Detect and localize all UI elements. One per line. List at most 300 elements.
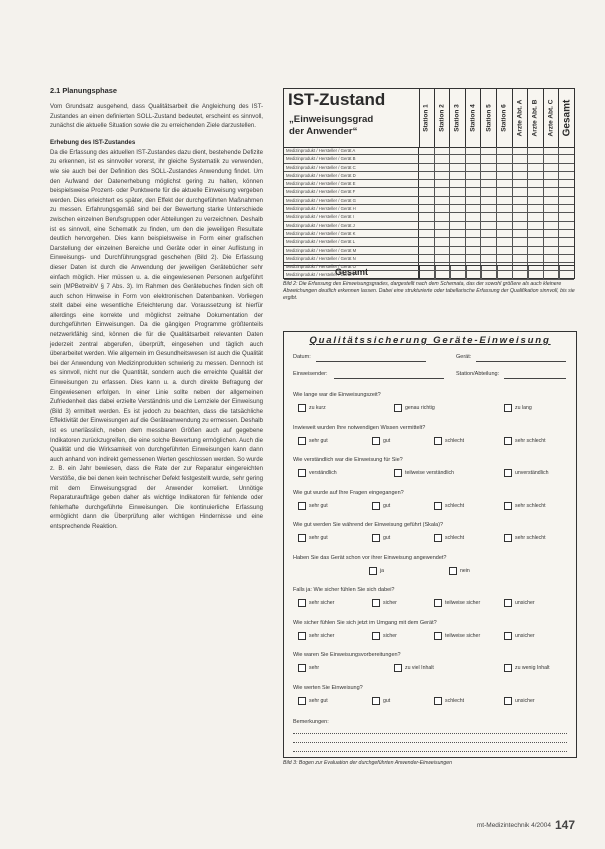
ist-cell[interactable]	[559, 172, 574, 179]
ist-total-cell[interactable]	[420, 266, 436, 279]
einweisender-label: Einweisender:	[293, 371, 328, 377]
ist-cell[interactable]	[497, 213, 513, 220]
left-text-column	[50, 86, 263, 532]
checkbox[interactable]	[504, 404, 512, 412]
ist-cell[interactable]	[481, 180, 497, 187]
ist-cell[interactable]	[544, 247, 560, 254]
answer-option[interactable]	[434, 599, 480, 607]
ist-column-label: Arzte Abt. B	[531, 99, 539, 137]
ist-cell[interactable]	[528, 205, 544, 212]
datum-line[interactable]	[316, 361, 426, 362]
ist-column-label: Station 3	[453, 104, 461, 132]
checkbox[interactable]	[449, 567, 457, 575]
ist-cell[interactable]	[544, 205, 560, 212]
ist-cell[interactable]	[419, 222, 435, 229]
ist-cell[interactable]	[559, 238, 574, 245]
ist-cell[interactable]	[528, 164, 544, 171]
ist-cell[interactable]	[419, 155, 435, 162]
ist-zustand-table	[283, 88, 575, 279]
ist-cell[interactable]	[466, 164, 482, 171]
checkbox[interactable]	[372, 437, 380, 445]
geraet-line[interactable]	[476, 361, 566, 362]
checkbox[interactable]	[504, 632, 512, 640]
ist-cell[interactable]	[481, 222, 497, 229]
checkbox[interactable]	[298, 534, 306, 542]
ist-cell[interactable]	[450, 197, 466, 204]
ist-cell[interactable]	[513, 188, 529, 195]
ist-cell[interactable]	[544, 222, 560, 229]
ist-cell[interactable]	[513, 247, 529, 254]
answer-option[interactable]	[298, 664, 319, 672]
ist-cell[interactable]	[450, 222, 466, 229]
checkbox[interactable]	[434, 502, 442, 510]
answer-option-label: sicher	[383, 632, 397, 639]
ist-cell[interactable]	[435, 164, 451, 171]
ist-cell[interactable]	[528, 155, 544, 162]
ist-column-label: Station 4	[469, 104, 477, 132]
ist-column-header	[497, 89, 513, 147]
answer-option[interactable]	[298, 404, 326, 412]
ist-cell[interactable]	[481, 147, 497, 154]
checkbox[interactable]	[298, 437, 306, 445]
ist-cell[interactable]	[450, 238, 466, 245]
ist-column-label: Station 1	[422, 104, 430, 132]
ist-cell[interactable]	[513, 255, 529, 262]
remarks-line-2[interactable]	[293, 742, 567, 743]
ist-total-cell[interactable]	[436, 266, 452, 279]
journal-name: mt-Medizintechnik 4/2004	[476, 821, 551, 829]
ist-row-label: Medizinprodukt / Hersteller / Gerät B	[284, 155, 419, 162]
answer-option[interactable]	[449, 567, 470, 575]
ist-cell[interactable]	[528, 172, 544, 179]
ist-cell[interactable]	[559, 180, 574, 187]
question-text: Wie verständlich war die Einweisung für Sie?	[293, 457, 403, 463]
ist-cell[interactable]	[513, 155, 529, 162]
checkbox[interactable]	[504, 534, 512, 542]
ist-cell[interactable]	[435, 230, 451, 237]
answer-option[interactable]	[372, 502, 390, 510]
ist-column-label: Station 2	[438, 104, 446, 132]
ist-cell[interactable]	[544, 255, 560, 262]
ist-cell[interactable]	[544, 155, 560, 162]
answer-option-label: sehr sicher	[309, 632, 335, 639]
question-text: Wie gut werden Sie während der Einweisung geführt (Skala)?	[293, 522, 444, 528]
ist-cell[interactable]	[559, 213, 574, 220]
remarks-line-3[interactable]	[293, 751, 567, 752]
answer-option-label: sehr gut	[309, 437, 328, 444]
ist-cell[interactable]	[559, 188, 574, 195]
answer-option-label: verständlich	[309, 470, 337, 476]
geraet-label: Gerät:	[456, 354, 472, 360]
ist-column-label: Arzte Abt. C	[547, 99, 555, 137]
questionnaire-form	[283, 331, 577, 758]
answer-option-label: sehr schlecht	[515, 437, 546, 444]
ist-cell[interactable]	[435, 155, 451, 162]
ist-cell[interactable]	[466, 247, 482, 254]
ist-cell[interactable]	[497, 180, 513, 187]
ist-cell[interactable]	[466, 180, 482, 187]
ist-cell[interactable]	[528, 230, 544, 237]
ist-cell[interactable]	[528, 222, 544, 229]
ist-column-headers	[419, 89, 574, 148]
ist-cell[interactable]	[419, 205, 435, 212]
subheading: Erhebung des IST-Zustandes	[50, 138, 136, 146]
checkbox[interactable]	[298, 404, 306, 412]
ist-cell[interactable]	[466, 155, 482, 162]
ist-cell[interactable]	[466, 230, 482, 237]
answer-option[interactable]	[434, 697, 464, 705]
ist-cell[interactable]	[481, 164, 497, 171]
ist-cell[interactable]	[466, 213, 482, 220]
ist-cell[interactable]	[544, 164, 560, 171]
ist-cell[interactable]	[497, 255, 513, 262]
ist-row-label: Medizinprodukt / Hersteller / Gerät E	[284, 180, 419, 187]
ist-cell[interactable]	[419, 213, 435, 220]
ist-cell[interactable]	[419, 164, 435, 171]
ist-cell[interactable]	[435, 180, 451, 187]
ist-cell[interactable]	[450, 155, 466, 162]
ist-cell[interactable]	[419, 238, 435, 245]
ist-cell[interactable]	[435, 238, 451, 245]
ist-column-label: Arzte Abt. A	[516, 99, 524, 137]
ist-cell[interactable]	[528, 247, 544, 254]
ist-cell[interactable]	[559, 147, 574, 154]
ist-cell[interactable]	[435, 255, 451, 262]
ist-column-header	[544, 89, 560, 147]
answer-option[interactable]	[298, 697, 328, 705]
checkbox[interactable]	[369, 567, 377, 575]
checkbox[interactable]	[504, 469, 512, 477]
ist-cell[interactable]	[528, 188, 544, 195]
ist-cell[interactable]	[497, 238, 513, 245]
answer-option-label: sehr schlecht	[515, 502, 546, 509]
ist-cell[interactable]	[450, 147, 466, 154]
checkbox[interactable]	[434, 437, 442, 445]
checkbox[interactable]	[298, 502, 306, 510]
ist-table-row	[284, 155, 574, 163]
ist-row-label: Medizinprodukt / Hersteller / Gerät O	[284, 263, 419, 270]
datum-label: Datum:	[293, 354, 311, 360]
checkbox[interactable]	[434, 632, 442, 640]
checkbox[interactable]	[504, 437, 512, 445]
ist-cell[interactable]	[481, 188, 497, 195]
ist-cell[interactable]	[497, 155, 513, 162]
answer-option-label: zu wenig Inhalt	[515, 665, 550, 671]
answer-option[interactable]	[298, 469, 337, 477]
answer-option[interactable]	[372, 599, 397, 607]
ist-cell[interactable]	[497, 247, 513, 254]
answer-option[interactable]	[434, 502, 464, 510]
ist-cell[interactable]	[497, 164, 513, 171]
checkbox[interactable]	[372, 534, 380, 542]
answer-option[interactable]	[298, 502, 328, 510]
ist-subtitle-line1: „Einweisungsgrad	[289, 114, 374, 125]
checkbox[interactable]	[504, 664, 512, 672]
ist-cell[interactable]	[481, 230, 497, 237]
checkbox[interactable]	[298, 632, 306, 640]
ist-cell[interactable]	[528, 255, 544, 262]
ist-cell[interactable]	[419, 255, 435, 262]
answer-option[interactable]	[372, 534, 390, 542]
checkbox[interactable]	[504, 697, 512, 705]
ist-cell[interactable]	[435, 213, 451, 220]
checkbox[interactable]	[298, 697, 306, 705]
ist-cell[interactable]	[559, 164, 574, 171]
answer-option[interactable]	[394, 404, 435, 412]
ist-cell[interactable]	[544, 213, 560, 220]
ist-cell[interactable]	[559, 155, 574, 162]
answer-option[interactable]	[298, 599, 334, 607]
ist-cell[interactable]	[435, 197, 451, 204]
ist-column-header	[419, 89, 435, 147]
answer-option-label: teilweise verständlich	[405, 470, 455, 476]
answer-option[interactable]	[372, 697, 390, 705]
answer-option[interactable]	[504, 632, 535, 640]
ist-cell[interactable]	[435, 222, 451, 229]
ist-cell[interactable]	[497, 172, 513, 179]
ist-total-cells	[420, 266, 574, 279]
ist-cell[interactable]	[481, 197, 497, 204]
ist-cell[interactable]	[466, 188, 482, 195]
ist-cell[interactable]	[528, 197, 544, 204]
ist-total-cell[interactable]	[451, 266, 467, 279]
answer-option[interactable]	[434, 437, 464, 445]
station-label: Station/Abteilung:	[456, 371, 500, 377]
checkbox[interactable]	[372, 599, 380, 607]
remarks-line-1[interactable]	[293, 733, 567, 734]
figure-caption-2: Bild 2: Die Erfassung des Einweisungsgrades, dargestellt nach dem Schemata, das der sowohl größere als auch kleinere Abweichungen deutlich erkennen lassen. Dabei eine strukturierte oder tabellarische Erfassung der Qualifikation sinnvoll, bis sie ergibt.	[283, 281, 575, 302]
ist-row-label: Medizinprodukt / Hersteller / Gerät H	[284, 205, 419, 212]
ist-row-label: Medizinprodukt / Hersteller / Gerät I	[284, 213, 419, 220]
checkbox[interactable]	[434, 599, 442, 607]
ist-cell[interactable]	[481, 238, 497, 245]
ist-cell[interactable]	[513, 238, 529, 245]
checkbox[interactable]	[298, 664, 306, 672]
ist-cell[interactable]	[559, 205, 574, 212]
ist-column-header	[513, 89, 529, 147]
answer-option[interactable]	[298, 437, 328, 445]
checkbox[interactable]	[504, 502, 512, 510]
answer-option[interactable]	[504, 404, 532, 412]
ist-cell[interactable]	[450, 180, 466, 187]
answer-option[interactable]	[298, 534, 328, 542]
checkbox[interactable]	[394, 664, 402, 672]
ist-cell[interactable]	[481, 205, 497, 212]
ist-table-subtitle	[289, 114, 373, 138]
checkbox[interactable]	[298, 599, 306, 607]
checkbox[interactable]	[434, 697, 442, 705]
ist-cell[interactable]	[497, 188, 513, 195]
ist-cell[interactable]	[466, 238, 482, 245]
ist-table-row	[284, 255, 574, 263]
ist-column-header	[528, 89, 544, 147]
answer-option-label: gut	[383, 437, 391, 444]
question-text: Wie gut wurde auf Ihre Fragen eingegangen?	[293, 489, 404, 496]
ist-cell[interactable]	[466, 197, 482, 204]
ist-cell[interactable]	[435, 172, 451, 179]
answer-option-label: schlecht	[445, 535, 465, 541]
ist-cell[interactable]	[497, 222, 513, 229]
ist-column-header	[435, 89, 451, 147]
ist-total-cell[interactable]	[544, 266, 560, 279]
ist-cell[interactable]	[450, 255, 466, 262]
ist-cell[interactable]	[450, 205, 466, 212]
ist-cell[interactable]	[481, 247, 497, 254]
ist-cell[interactable]	[450, 230, 466, 237]
ist-table-header	[284, 89, 420, 148]
station-line[interactable]	[504, 378, 566, 379]
page-number: 147	[554, 818, 575, 832]
ist-cell[interactable]	[419, 247, 435, 254]
checkbox[interactable]	[504, 599, 512, 607]
ist-cell[interactable]	[481, 213, 497, 220]
checkbox[interactable]	[298, 469, 306, 477]
ist-cell[interactable]	[419, 172, 435, 179]
ist-cell[interactable]	[544, 188, 560, 195]
answer-option[interactable]	[504, 437, 546, 445]
checkbox[interactable]	[434, 534, 442, 542]
ist-cell[interactable]	[544, 238, 560, 245]
ist-cell[interactable]	[544, 197, 560, 204]
answer-option[interactable]	[372, 437, 390, 445]
ist-cell[interactable]	[559, 197, 574, 204]
ist-cell[interactable]	[497, 147, 513, 154]
ist-cell[interactable]	[481, 172, 497, 179]
answer-option[interactable]	[504, 534, 546, 542]
answer-option-label: teilweise sicher	[445, 600, 481, 606]
ist-cell[interactable]	[450, 172, 466, 179]
ist-cell[interactable]	[513, 197, 529, 204]
answer-option[interactable]	[504, 469, 548, 477]
answer-option-label: zu viel Inhalt	[405, 665, 434, 671]
ist-cell[interactable]	[528, 180, 544, 187]
ist-cell[interactable]	[544, 180, 560, 187]
checkbox[interactable]	[372, 632, 380, 640]
answer-option[interactable]	[394, 469, 454, 477]
ist-row-label: Medizinprodukt / Hersteller / Gerät D	[284, 172, 419, 179]
answer-option[interactable]	[504, 664, 550, 672]
ist-cell[interactable]	[559, 230, 574, 237]
ist-cell[interactable]	[528, 147, 544, 154]
ist-total-cell[interactable]	[513, 266, 529, 279]
checkbox[interactable]	[394, 469, 402, 477]
answer-option[interactable]	[369, 567, 384, 575]
ist-total-cell[interactable]	[467, 266, 483, 279]
page-footer	[477, 818, 575, 832]
ist-column-label: Gesamt	[561, 99, 573, 137]
ist-cell[interactable]	[544, 230, 560, 237]
ist-cell[interactable]	[497, 205, 513, 212]
ist-cell[interactable]	[450, 247, 466, 254]
ist-cell[interactable]	[559, 247, 574, 254]
ist-cell[interactable]	[513, 230, 529, 237]
ist-cell[interactable]	[450, 213, 466, 220]
answer-option-label: zu kurz	[309, 405, 326, 411]
answer-option-label: unverständlich	[515, 470, 549, 476]
ist-cell[interactable]	[419, 197, 435, 204]
ist-cell[interactable]	[466, 205, 482, 212]
ist-total-cell[interactable]	[498, 266, 514, 279]
ist-cell[interactable]	[419, 180, 435, 187]
ist-cell[interactable]	[466, 172, 482, 179]
answer-option[interactable]	[434, 534, 464, 542]
ist-cell[interactable]	[544, 172, 560, 179]
section-heading: 2.1 Planungsphase	[50, 86, 117, 95]
ist-cell[interactable]	[559, 222, 574, 229]
checkbox[interactable]	[372, 697, 380, 705]
ist-cell[interactable]	[419, 147, 435, 154]
ist-cell[interactable]	[466, 147, 482, 154]
answer-option[interactable]	[504, 697, 535, 705]
answer-option-label: sehr gut	[309, 535, 328, 541]
ist-column-header	[466, 89, 482, 147]
ist-cell[interactable]	[513, 147, 529, 154]
answer-option[interactable]	[372, 632, 397, 640]
ist-cell[interactable]	[466, 222, 482, 229]
ist-cell[interactable]	[481, 255, 497, 262]
ist-cell[interactable]	[419, 188, 435, 195]
ist-table-row	[284, 188, 574, 196]
answer-option-label: unsicher	[515, 697, 535, 704]
answer-option-label: sehr sicher	[309, 600, 335, 606]
ist-cell[interactable]	[435, 205, 451, 212]
ist-cell[interactable]	[450, 188, 466, 195]
ist-column-header	[559, 89, 574, 147]
ist-total-cell[interactable]	[482, 266, 498, 279]
ist-cell[interactable]	[544, 147, 560, 154]
body-paragraph: Da die Erfassung des aktuellen IST-Zustandes dazu dient, bestehende Defizite zu erkennen, ist es sinnvoller vorerst, ihr gleiche Systematik zu verwenden, wie sie auch bei der Definition des SOLL-Zustandes Anwendung findet. Um den Aufwand der Datenerhebung möglichst gering zu halten, können beispielsweise Prozent- oder Punktwerte für die aktuelle Einweisung vergeben werden. Dies erleichtert es später, den Effekt der durchgeführten Maßnahmen zu messen. Erfahrungsgemäß sind bei der Bewertung starke Unterschiede zwischen einzelnen Berufsgruppen oder Abteilungen zu verzeichnen. Deshalb ist es sinnvoll, eine Schematik zu finden, um den die jeweiligen Resultate deutlich hervorgehen. Dies kann beispielsweise in Form einer grafischen Darstellung der einzelnen Bereiche und Geräte oder in einer Auflistung in Einweisungs- und Durchführungsgrad geschehen (Bild 2). Die Erfassung dieser Daten ist durch die Anwendung der jeweiligen Gerätebücher sehr einfach möglich. Hier müssen u. a. die eingewiesenen Personen aufgeführt sein (MPBetreibV § 7 Abs. 3). Im Rahmen des Gerätebuches finden sich oft auch schon Hinweise in Form von elektronischen Datenbanken. Vorliegen stellt dabei eine wesentliche Erleichterung dar. Voraussetzung ist hierfür allerdings eine korrekte und möglichst zeitnahe Dokumentation der durchgeführten Einweisungen. Da die gängigen Programme größtenteils netzwerkfähig sind, können die für die Qualitätsarbeit relevanten Daten jederzeit zentral abgerufen, überprüft, eingesehen und täglich auch überarbeitet werden. Wie allgemein im Gesundheitswesen ist auch die Qualität bei der Anwendung von Medizinprodukten schwierig zu messen. Dennoch ist es sinnvoll, nicht nur die Quantität, sondern auch die erreichte Qualität der Einweisungen zu erfassen. Dies kann u. a. durch direkte Befragung der Eingewiesenen erfolgen. In einer Linie sollte neben der allgemeinen Zufriedenheit das dabei erzielte Verständnis und die Lernziele der Einweisung (Bild 3) ermittelt werden. Es ist jedoch zu beachten, dass die tatsächliche Effektivität der Einweisungen auf die Geräteanwendung zu ermessen. Deshalb ist es unerlässlich, neben dem messbaren Größen auch auf gegebene Indikatoren zurückzugreifen, die eine solche Bewertung ermöglichen. Auch die Qualität und die Wirksamkeit von durchgeführten Einweisungen kann dann auch anhand von indirekt gemessenen Werten geschlossen werden. So wurde z. B. ein Jahr bewiesen, dass die Rate der zur Reparatur eingereichten Verstöße, die bei denen kein technischer Defekt festgestellt wurde, sehr gering mit dem Einweisungsgrad der Anwender korreliert. Unnötige Reparaturaufträge geben daher als wichtige Indikatoren für fehlende oder fehlerhafte durchgeführte Einweisungen. Die kontinuierliche Erfassung ermöglicht dann die Überprüfung aller wichtigen Hindernisse und eine entsprechende Reaktion.	[50, 148, 263, 530]
ist-cell[interactable]	[497, 197, 513, 204]
ist-cell[interactable]	[435, 147, 451, 154]
answer-option[interactable]	[394, 664, 434, 672]
answer-option[interactable]	[504, 502, 546, 510]
answer-option-label: unsicher	[515, 632, 535, 639]
answer-option[interactable]	[298, 632, 334, 640]
ist-cell[interactable]	[513, 222, 529, 229]
answer-option[interactable]	[504, 599, 535, 607]
checkbox[interactable]	[372, 502, 380, 510]
ist-cell[interactable]	[528, 238, 544, 245]
ist-table-row	[284, 213, 574, 221]
checkbox[interactable]	[394, 404, 402, 412]
ist-table-row	[284, 238, 574, 246]
ist-cell[interactable]	[528, 213, 544, 220]
answer-option-label: gut	[383, 697, 391, 704]
ist-column-header	[481, 89, 497, 147]
answer-option-label: sehr	[309, 665, 320, 671]
ist-cell[interactable]	[513, 172, 529, 179]
ist-cell[interactable]	[559, 255, 574, 262]
ist-cell[interactable]	[497, 230, 513, 237]
ist-column-label: Station 5	[485, 104, 493, 132]
ist-cell[interactable]	[513, 213, 529, 220]
ist-cell[interactable]	[419, 230, 435, 237]
ist-total-cell[interactable]	[560, 266, 575, 279]
einweisender-line[interactable]	[334, 378, 444, 379]
ist-cell[interactable]	[513, 164, 529, 171]
ist-cell[interactable]	[435, 247, 451, 254]
ist-cell[interactable]	[513, 205, 529, 212]
ist-total-cell[interactable]	[529, 266, 545, 279]
ist-cell[interactable]	[513, 180, 529, 187]
ist-table-row	[284, 205, 574, 213]
answer-option-label: gut	[383, 535, 391, 541]
answer-option[interactable]	[434, 632, 480, 640]
ist-cell[interactable]	[481, 155, 497, 162]
ist-cell[interactable]	[466, 255, 482, 262]
ist-cell[interactable]	[450, 164, 466, 171]
ist-cell[interactable]	[435, 188, 451, 195]
